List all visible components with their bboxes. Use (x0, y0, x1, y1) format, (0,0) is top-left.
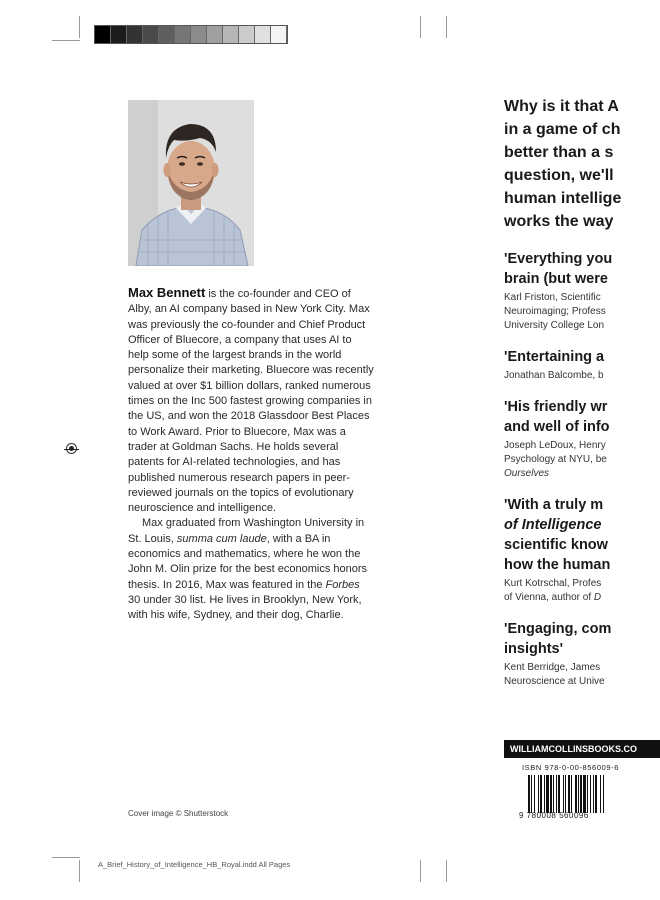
pitch-text (504, 95, 660, 233)
pitch-line: Why is it that A (504, 98, 619, 115)
color-swatch (175, 26, 191, 43)
quote-text (504, 397, 660, 437)
quote-line: brain (but were (504, 271, 608, 287)
attribution-text: of Vienna, author of (504, 592, 594, 603)
bio-paragraph-1 (128, 285, 374, 516)
color-calibration-bar (94, 25, 288, 44)
attribution-line: Kurt Kotrschal, Profes (504, 578, 602, 589)
color-swatch (127, 26, 143, 43)
quote-line: 'His friendly wr (504, 399, 608, 415)
quote-attribution (504, 439, 660, 481)
quote-line: of Intelligence (504, 517, 602, 533)
cover-image-credit: Cover image © Shutterstock (128, 809, 229, 818)
back-cover-blurbs (504, 95, 660, 703)
attribution-line: Ourselves (504, 468, 550, 479)
color-swatch (223, 26, 239, 43)
review-quote (504, 495, 660, 605)
attribution-line: Kent Berridge, James (504, 662, 601, 673)
color-swatch (159, 26, 175, 43)
color-swatch (255, 26, 271, 43)
registration-mark-icon (66, 443, 77, 454)
quote-attribution (504, 291, 660, 333)
crop-mark (420, 860, 421, 882)
quote-line: and well of info (504, 419, 610, 435)
color-swatch (111, 26, 127, 43)
quote-line: 'Engaging, com (504, 621, 612, 637)
quote-text (504, 347, 660, 367)
bio-text: is the co-founder and CEO of Alby, an AI company based in New York City. Max was previously the co-founder and Chief Product Officer of Bluecore, a company that uses AI to help some of the largest brands in the world personalize their marketing. Bluecore was recently valued at over $1 billion dollars, ranked numerous times on the Inc 500 fastest growing companies in the US, and won the 2018 Glassdoor Best Places to Work Award. Prior to Bluecore, Max was a trader at Goldman Sachs. He holds several patents for AI-related technologies, and has published numerous research papers in peer-reviewed journals on the topics of evolutionary neuroscience and intelligence. (128, 288, 374, 515)
attribution-line: Neuroimaging; Profess (504, 306, 606, 317)
crop-mark (52, 857, 80, 858)
quote-text (504, 619, 660, 659)
file-slug-line: A_Brief_History_of_Intelligence_HB_Royal.indd All Pages (98, 860, 291, 869)
attribution-line: Psychology at NYU, be (504, 454, 607, 465)
author-bio (128, 285, 374, 624)
review-quote (504, 347, 660, 383)
attribution-line: Joseph LeDoux, Henry (504, 440, 606, 451)
pitch-line: human intellige (504, 190, 622, 207)
attribution-line: University College Lon (504, 320, 605, 331)
attribution-line: Neuroscience at Unive (504, 676, 605, 687)
crop-mark (79, 860, 80, 882)
author-name: Max Bennett (128, 285, 206, 300)
review-quote (504, 249, 660, 333)
quote-line: 'With a truly m (504, 497, 604, 513)
attribution-italic: D (593, 592, 602, 603)
quote-line: scientific know (504, 537, 608, 553)
bio-italic-text: summa cum laude (176, 532, 267, 545)
crop-mark (79, 16, 80, 38)
attribution-line: Jonathan Balcombe, b (504, 370, 604, 381)
pitch-line: better than a s (504, 144, 614, 161)
quote-attribution (504, 661, 660, 689)
author-photo (128, 100, 254, 266)
crop-mark (420, 16, 421, 38)
pitch-line: in a game of ch (504, 121, 621, 138)
quote-text (504, 249, 660, 289)
crop-mark (446, 16, 447, 38)
pitch-line: works the way (504, 213, 614, 230)
quote-line: insights' (504, 641, 564, 657)
attribution-line: Karl Friston, Scientific (504, 292, 601, 303)
quote-line: 'Everything you (504, 251, 613, 267)
color-swatch (191, 26, 207, 43)
review-quote (504, 619, 660, 689)
publisher-website: WILLIAMCOLLINSBOOKS.CO (504, 740, 660, 758)
review-quote (504, 397, 660, 481)
bio-text: , with a BA in economics and mathematics, where he won the John M. Olin prize for the best economics honors thesis. In 2016, Max was featured in the (128, 532, 368, 591)
color-swatch (271, 26, 287, 43)
bio-paragraph-2 (128, 516, 374, 623)
pitch-line: question, we'll (504, 167, 614, 184)
quote-attribution (504, 577, 660, 605)
color-swatch (207, 26, 223, 43)
bio-italic-text: Forbes (325, 578, 360, 591)
bio-text: Max graduated from Washington University in St. Louis, (128, 517, 365, 545)
isbn-number: ISBN 978-0-00-856009-6 (522, 763, 620, 772)
barcode-icon (528, 775, 620, 813)
quote-text (504, 495, 660, 575)
quote-line: how the human (504, 557, 611, 573)
color-swatch (239, 26, 255, 43)
bio-text: 30 under 30 list. He lives in Brooklyn, New York, with his wife, Sydney, and their dog, Charlie. (128, 593, 362, 622)
crop-mark (446, 860, 447, 882)
quote-line: 'Entertaining a (504, 349, 605, 365)
quote-attribution (504, 369, 660, 383)
barcode-digits: 9 780008 560096 (519, 811, 589, 820)
color-swatch (95, 26, 111, 43)
crop-mark (52, 40, 80, 41)
attribution-line (504, 591, 660, 605)
color-swatch (143, 26, 159, 43)
